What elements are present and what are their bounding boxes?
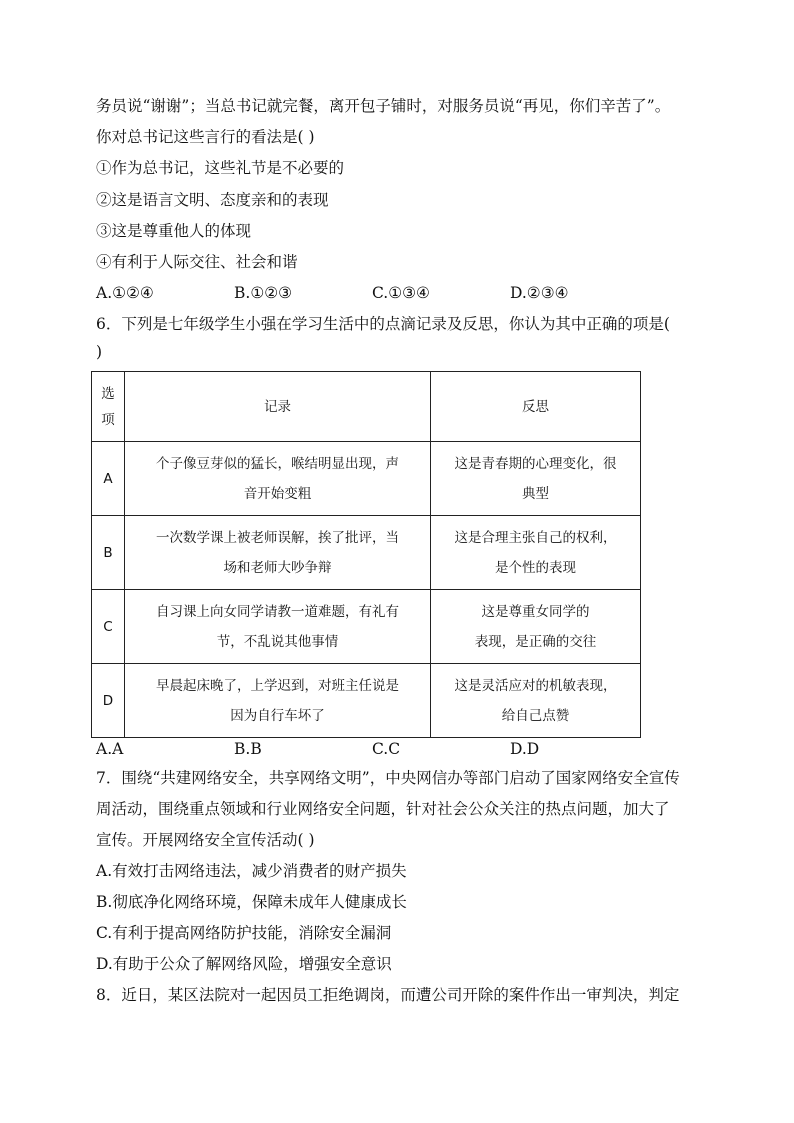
q5-item-2: ②这是语言文明、态度亲和的表现 (96, 191, 329, 209)
table-row-c (92, 590, 641, 664)
q7-option-a: A.有效打击网络违法，减少消费者的财产损失 (96, 862, 407, 880)
row-reflection: 这是尊重女同学的 表现，是正确的交往 (431, 590, 641, 664)
row-record: 自习课上向女同学请教一道难题，有礼有 节，不乱说其他事情 (125, 590, 431, 664)
row-reflection: 这是合理主张自己的权利， 是个性的表现 (431, 516, 641, 590)
q6-option-b: B.B (234, 740, 262, 758)
header-option: 选 项 (92, 372, 125, 442)
q5-option-d: D.②③④ (510, 284, 569, 302)
q6-table (91, 371, 641, 738)
q5-item-4: ④有利于人际交往、社会和谐 (96, 253, 298, 271)
q6-option-a: A.A (96, 740, 124, 758)
q6-stem: 6．下列是七年级学生小强在学习生活中的点滴记录及反思，你认为其中正确的项是( (96, 315, 670, 333)
q7-stem-line3: 宣传。开展网络安全宣传活动( ) (96, 831, 315, 849)
row-reflection: 这是青春期的心理变化，很 典型 (431, 442, 641, 516)
row-record: 早晨起床晚了，上学迟到，对班主任说是 因为自行车坏了 (125, 664, 431, 738)
q5-option-c: C.①③④ (372, 284, 430, 302)
q7-option-c: C.有利于提高网络防护技能，消除安全漏洞 (96, 924, 392, 942)
table-row-b (92, 516, 641, 590)
q7-option-b: B.彻底净化网络环境，保障未成年人健康成长 (96, 893, 407, 911)
q5-item-1: ①作为总书记，这些礼节是不必要的 (96, 159, 345, 177)
header-reflection: 反思 (431, 372, 641, 442)
header-record: 记录 (125, 372, 431, 442)
table-row-a (92, 442, 641, 516)
row-reflection: 这是灵活应对的机敏表现， 给自己点赞 (431, 664, 641, 738)
row-option: D (92, 664, 125, 738)
q7-option-d: D.有助于公众了解网络风险，增强安全意识 (96, 955, 392, 973)
row-record: 个子像豆芽似的猛长，喉结明显出现，声 音开始变粗 (125, 442, 431, 516)
row-record: 一次数学课上被老师误解，挨了批评，当 场和老师大吵争辩 (125, 516, 431, 590)
q5-option-a: A.①②④ (96, 284, 154, 302)
q5-option-b: B.①②③ (234, 284, 293, 302)
row-option: B (92, 516, 125, 590)
q6-option-d: D.D (510, 740, 540, 758)
q5-continuation: 务员说“谢谢”；当总书记就完餐，离开包子铺时，对服务员说“再见，你们辛苦了”。 (96, 97, 671, 115)
q5-stem: 你对总书记这些言行的看法是( ) (96, 128, 315, 146)
row-option: C (92, 590, 125, 664)
q8-stem-line1: 8．近日，某区法院对一起因员工拒绝调岗，而遭公司开除的案件作出一审判决，判定 (96, 986, 680, 1004)
q7-stem-line1: 7．围绕“共建网络安全，共享网络文明”，中央网信办等部门启动了国家网络安全宣传 (96, 769, 680, 787)
q6-stem-close: ) (96, 343, 103, 361)
q6-table-header (92, 372, 641, 442)
q7-stem-line2: 周活动，围绕重点领域和行业网络安全问题，针对社会公众关注的热点问题，加大了 (96, 800, 670, 818)
row-option: A (92, 442, 125, 516)
q6-option-c: C.C (372, 740, 401, 758)
table-row-d (92, 664, 641, 738)
q5-item-3: ③这是尊重他人的体现 (96, 222, 252, 240)
